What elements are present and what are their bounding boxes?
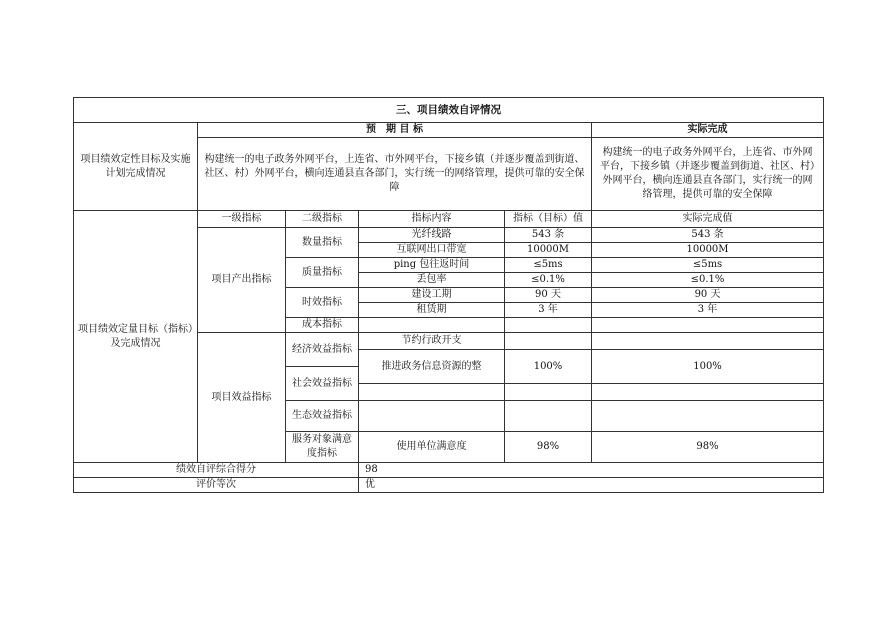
actual-text: 构建统一的电子政务外网平台，上连省、市外网平台，下接乡镇（并逐步覆盖到街道、社区、村）外网平台，横向连通县直各部门，实行统一的网络管理，提供可靠的安全保障 bbox=[592, 138, 824, 211]
actual-header: 实际完成 bbox=[592, 123, 824, 138]
table-cell: 10000M bbox=[505, 243, 592, 258]
expected-header: 预 期 目 标 bbox=[198, 123, 592, 138]
social-content: 推进政务信息资源的整 bbox=[359, 350, 505, 384]
table-cell: ≤5ms bbox=[592, 258, 824, 273]
table-cell: ≤5ms bbox=[505, 258, 592, 273]
grade-label: 评价等次 bbox=[74, 478, 359, 493]
header-level1: 一级指标 bbox=[198, 211, 286, 228]
table-cell: 543 条 bbox=[505, 228, 592, 243]
social-benefit-label: 社会效益指标 bbox=[286, 367, 359, 401]
table-cell: 丢包率 bbox=[359, 273, 505, 288]
table-cell: ping 包往返时间 bbox=[359, 258, 505, 273]
quantity-indicator-label: 数量指标 bbox=[286, 228, 359, 258]
table-cell bbox=[505, 384, 592, 401]
table-cell: 互联网出口带宽 bbox=[359, 243, 505, 258]
quantitative-label: 项目绩效定量目标（指标）及完成情况 bbox=[74, 211, 198, 463]
score-label: 绩效自评综合得分 bbox=[74, 463, 359, 478]
social-actual: 100% bbox=[592, 350, 824, 384]
table-cell bbox=[592, 333, 824, 350]
header-actual: 实际完成值 bbox=[592, 211, 824, 228]
expected-text: 构建统一的电子政务外网平台，上连省、市外网平台，下接乡镇（并逐步覆盖到街道、社区、村）外网平台，横向连通县直各部门，实行统一的网络管理，提供可靠的安全保障 bbox=[198, 138, 592, 211]
table-cell: 租赁期 bbox=[359, 303, 505, 318]
social-target: 100% bbox=[505, 350, 592, 384]
table-cell: 543 条 bbox=[592, 228, 824, 243]
economic-benefit-label: 经济效益指标 bbox=[286, 333, 359, 367]
table-cell bbox=[592, 318, 824, 333]
cost-indicator-label: 成本指标 bbox=[286, 318, 359, 333]
table-cell bbox=[505, 401, 592, 432]
qualitative-label: 项目绩效定性目标及实施计划完成情况 bbox=[74, 123, 198, 211]
score-value: 98 bbox=[359, 463, 824, 478]
table-cell: 建设工期 bbox=[359, 288, 505, 303]
grade-value: 优 bbox=[359, 478, 824, 493]
satisfaction-target: 98% bbox=[505, 432, 592, 463]
satisfaction-content: 使用单位满意度 bbox=[359, 432, 505, 463]
table-cell bbox=[505, 318, 592, 333]
header-content: 指标内容 bbox=[359, 211, 505, 228]
table-cell: 90 天 bbox=[505, 288, 592, 303]
satisfaction-actual: 98% bbox=[592, 432, 824, 463]
table-cell: 3 年 bbox=[592, 303, 824, 318]
table-cell: 90 天 bbox=[592, 288, 824, 303]
table-cell: ≤0.1% bbox=[592, 273, 824, 288]
header-level2: 二级指标 bbox=[286, 211, 359, 228]
table-cell bbox=[359, 384, 505, 401]
table-cell bbox=[592, 384, 824, 401]
table-title: 三、项目绩效自评情况 bbox=[74, 98, 824, 123]
benefit-indicator-label: 项目效益指标 bbox=[198, 333, 286, 463]
output-indicator-label: 项目产出指标 bbox=[198, 228, 286, 333]
performance-table bbox=[73, 97, 824, 493]
table-cell bbox=[359, 401, 505, 432]
table-cell bbox=[505, 333, 592, 350]
table-cell bbox=[359, 318, 505, 333]
ecological-benefit-label: 生态效益指标 bbox=[286, 401, 359, 432]
table-cell: 光纤线路 bbox=[359, 228, 505, 243]
timeliness-indicator-label: 时效指标 bbox=[286, 288, 359, 318]
table-cell: ≤0.1% bbox=[505, 273, 592, 288]
satisfaction-label: 服务对象满意度指标 bbox=[286, 432, 359, 463]
header-target: 指标（目标）值 bbox=[505, 211, 592, 228]
quality-indicator-label: 质量指标 bbox=[286, 258, 359, 288]
table-cell: 10000M bbox=[592, 243, 824, 258]
table-cell bbox=[592, 401, 824, 432]
table-cell: 3 年 bbox=[505, 303, 592, 318]
table-cell: 节约行政开支 bbox=[359, 333, 505, 350]
